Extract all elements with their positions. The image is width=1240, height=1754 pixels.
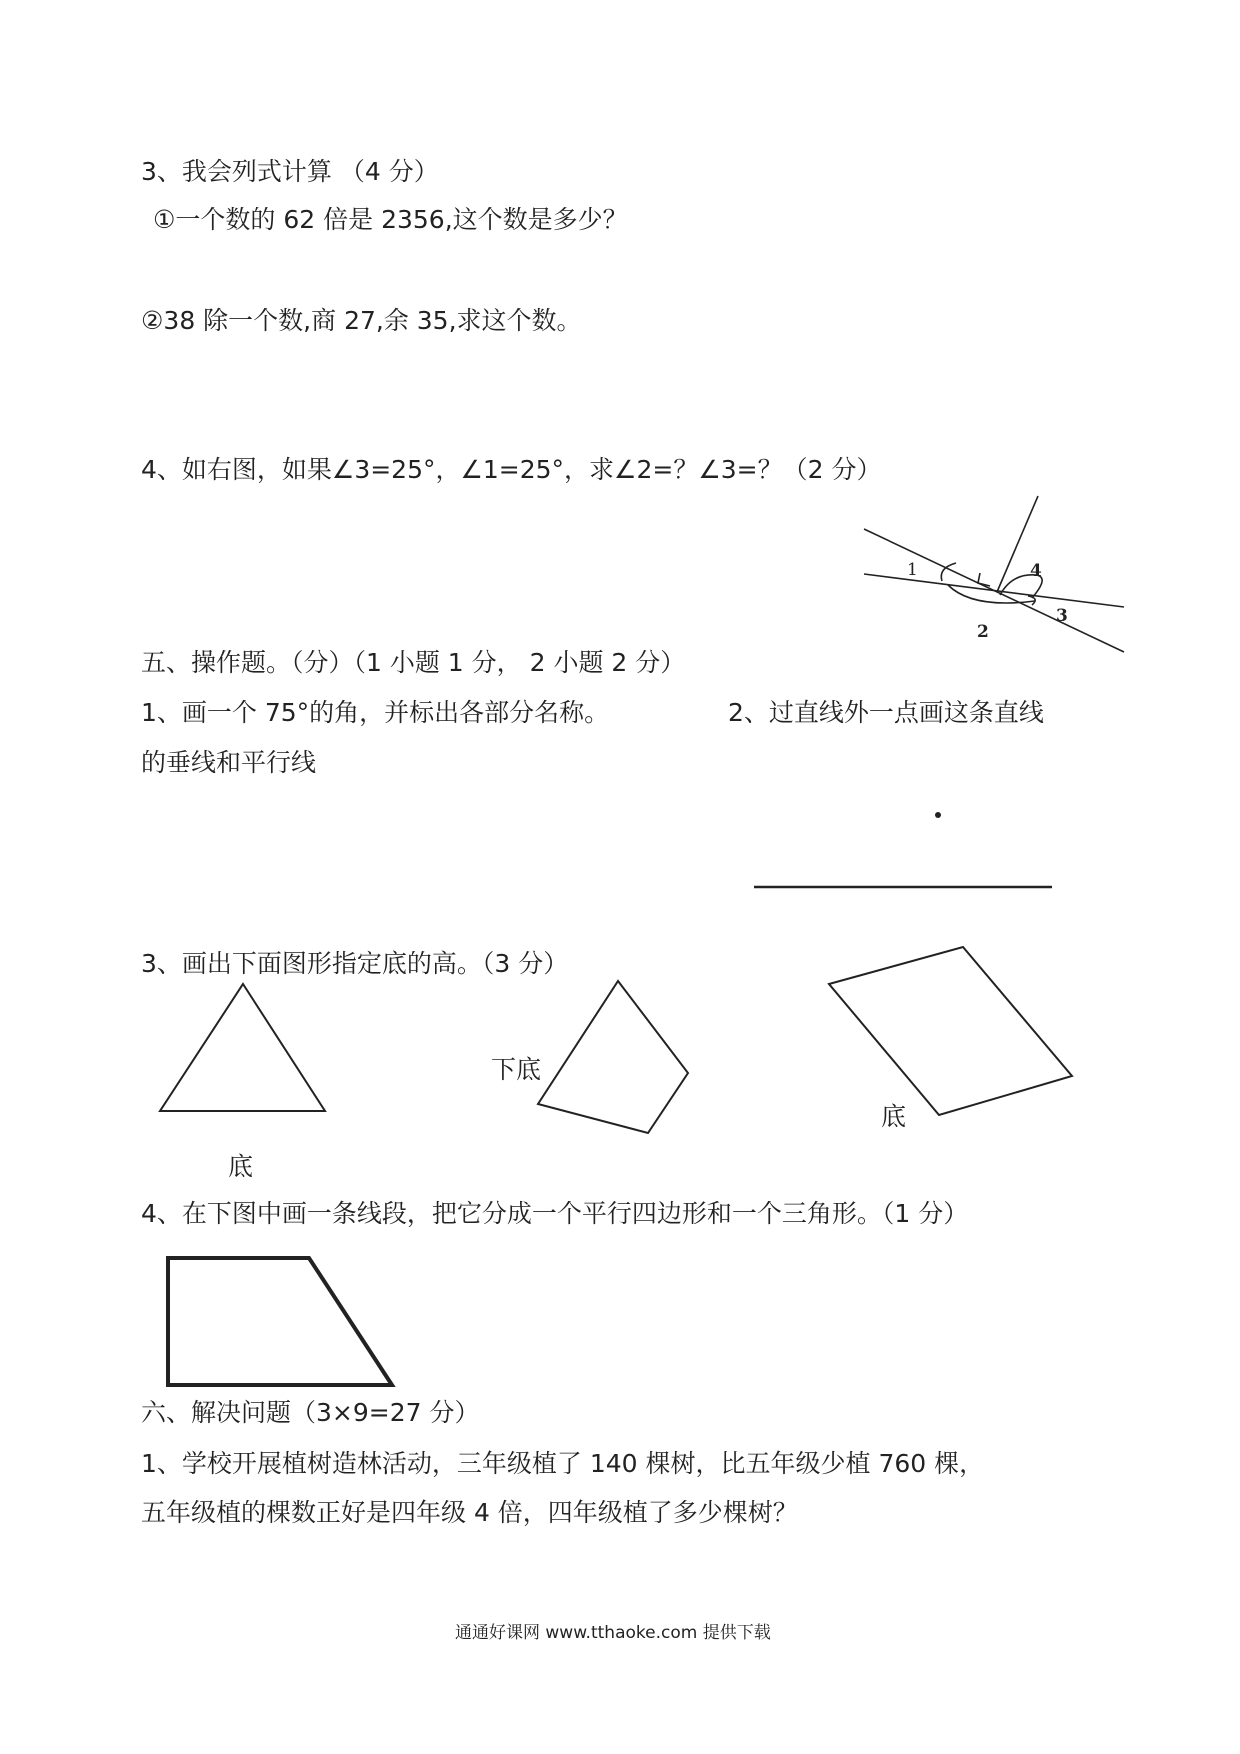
part-6-question-1-line-2: 五年级植的棵数正好是四年级 4 倍，四年级植了多少棵树？ — [141, 1498, 798, 1527]
section-3-question-2: ②38 除一个数,商 27,余 35,求这个数。 — [141, 306, 582, 335]
quadrilateral-figure — [530, 975, 695, 1140]
footer-credit: 通通好课网 www.tthaoke.com 提供下载 — [455, 1623, 771, 1643]
section-3-title: 3、我会列式计算 （4 分） — [141, 157, 439, 186]
part-5-question-2-line-1: 2、过直线外一点画这条直线 — [728, 698, 1044, 727]
section-4-question: 4、如右图，如果∠3=25°，∠1=25°，求∠2=？∠3=？（2 分） — [141, 455, 882, 484]
parallelogram-base-label: 底 — [881, 1102, 907, 1131]
quadrilateral-base-label: 下底 — [491, 1055, 542, 1084]
point-and-line-figure — [750, 805, 1060, 895]
angle-label-3: 3 — [1056, 606, 1068, 626]
angle-figure — [860, 495, 1130, 660]
part-5-question-1: 1、画一个 75°的角，并标出各部分名称。 — [141, 698, 610, 727]
triangle-figure — [155, 980, 335, 1115]
part-5-question-4: 4、在下图中画一条线段，把它分成一个平行四边形和一个三角形。（1 分） — [141, 1199, 969, 1228]
angle-label-1: 1 — [907, 560, 918, 580]
section-3-question-1: ①一个数的 62 倍是 2356,这个数是多少？ — [153, 205, 628, 234]
trapezoid-figure — [162, 1252, 402, 1392]
parallelogram-figure — [820, 940, 1080, 1130]
point-outside-line — [935, 812, 941, 818]
part-5-title: 五、操作题。（分）（1 小题 1 分， 2 小题 2 分） — [141, 648, 686, 677]
part-6-title: 六、解决问题（3×9=27 分） — [141, 1398, 480, 1427]
part-5-question-3: 3、画出下面图形指定底的高。（3 分） — [141, 949, 569, 978]
part-6-question-1-line-1: 1、学校开展植树造林活动，三年级植了 140 棵树，比五年级少植 760 棵， — [141, 1449, 985, 1478]
angle-label-2: 2 — [977, 622, 989, 642]
angle-label-4: 4 — [1030, 561, 1042, 581]
triangle-base-label: 底 — [228, 1152, 254, 1181]
part-5-question-2-line-2: 的垂线和平行线 — [141, 748, 317, 777]
